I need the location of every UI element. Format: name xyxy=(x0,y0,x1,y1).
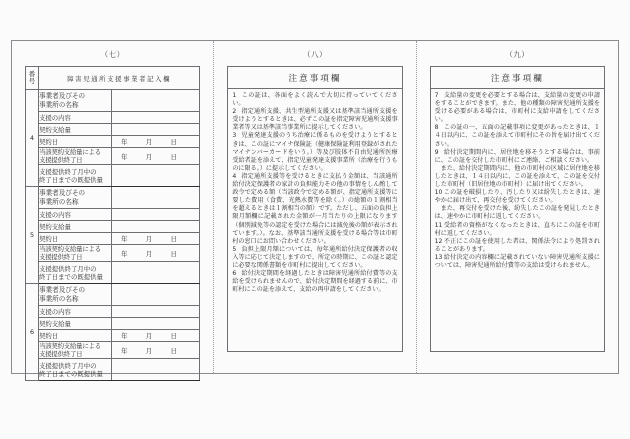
note-item xyxy=(435,254,600,270)
panel-eight xyxy=(213,41,415,373)
label-termination-line2: 支援提供終了日 xyxy=(39,253,83,261)
note-item xyxy=(435,238,600,254)
month-label: 月 xyxy=(145,152,153,161)
label-remaining xyxy=(39,165,112,187)
panel-nine-caption: （九） xyxy=(505,50,530,59)
label-contract-date xyxy=(39,136,112,148)
note-text: 不正にこの証を使用した者は、関係法令により処罰されることがあります。 xyxy=(434,237,600,253)
header-number-label: 番号 xyxy=(28,70,36,85)
label-contract-amount xyxy=(39,124,112,136)
table-row xyxy=(26,124,200,136)
label-provider-name-line2: 事業所の名称 xyxy=(39,100,79,109)
label-contract-date xyxy=(39,233,112,245)
value-provider-name[interactable] xyxy=(112,90,200,112)
date-fields xyxy=(112,234,186,243)
label-provider-name-line2: 事業所の名称 xyxy=(39,197,79,206)
label-termination-line1: 当該契約支給量による xyxy=(39,342,101,350)
note-number: 8 xyxy=(434,124,439,132)
day-label: 日 xyxy=(170,332,177,340)
table-row xyxy=(26,165,200,187)
table-row xyxy=(26,318,200,330)
value-remaining[interactable] xyxy=(112,165,200,187)
value-support-content[interactable] xyxy=(112,209,200,221)
note-number: 11 xyxy=(434,221,443,229)
note-text: この証の一、五面の記載事項に変更があったときは、１４日以内に、この証を添えて市町村にその旨を届け出てください。 xyxy=(434,124,600,148)
note-text: また、再交付を受けた後、紛失したこの証を発見したときは、速やかに市町村に返してください。 xyxy=(434,205,600,221)
label-remaining xyxy=(39,359,112,381)
table-row xyxy=(26,330,200,342)
notes-title-nine: 注意事項欄 xyxy=(431,67,604,89)
table-row xyxy=(26,233,200,245)
label-support-content xyxy=(39,112,112,124)
label-contract-amount xyxy=(39,221,112,233)
year-label: 年 xyxy=(121,235,128,243)
label-contract-amount-text: 契約支給量 xyxy=(39,222,71,231)
date-fields xyxy=(112,152,186,161)
month-label: 月 xyxy=(145,249,153,258)
note-item xyxy=(435,189,600,205)
label-provider-name-line2: 事業所の名称 xyxy=(39,294,79,303)
notes-title-eight: 注意事項欄 xyxy=(228,67,401,89)
label-termination-line2: 支援提供終了日 xyxy=(39,156,83,164)
note-item xyxy=(435,222,600,238)
note-text: 負担上限月額については、毎年通所給付決定保護者の収入等に応じて決定しますので、所定の時期に、この証と認定に必要な関係書類を市町村に提出してください。 xyxy=(232,245,398,269)
year-label: 年 xyxy=(121,138,128,146)
label-provider-name xyxy=(39,90,112,112)
label-provider-name-line1: 事業者及びその xyxy=(39,92,86,101)
notes-box-eight xyxy=(227,66,402,352)
year-label: 年 xyxy=(121,332,128,340)
label-remaining-line1: 支援提供終了月中の xyxy=(39,167,97,176)
note-text: 指定通所支援、共生型通所支援又は基準該当通所支援を受けようとするときは、必ずこの証を指定障害児通所支援事業者等又は基準該当事業所に提示してください。 xyxy=(232,108,398,132)
label-termination-line2: 支援提供終了日 xyxy=(39,350,83,358)
note-number: 2 xyxy=(232,108,237,116)
table-row xyxy=(26,112,200,124)
label-provider-name-line1: 事業者及びその xyxy=(39,189,86,198)
year-label: 年 xyxy=(121,249,128,258)
date-fields xyxy=(112,137,186,146)
label-remaining-line2: 終了日までの既提供量 xyxy=(39,175,103,184)
table-row xyxy=(26,359,200,381)
note-number: 6 xyxy=(232,270,237,278)
label-provider-name xyxy=(39,284,112,306)
note-text: 給付決定期間内に、居住地を移そうとする場合は、事前に、この証を交付した市町村にご連絡、ご相談ください。 xyxy=(434,148,600,164)
note-text: また、給付決定期間内に、他の市町村の区域に居住地を移したときは、１４日以内に、この証を添えて、この証を交付した市町村（旧居住地の市町村）に届け出てください。 xyxy=(434,164,600,189)
value-remaining[interactable] xyxy=(112,262,200,284)
label-contract-date xyxy=(39,330,112,342)
note-item xyxy=(435,205,600,221)
table-header-row xyxy=(26,67,200,90)
note-text: この証を破損したり、汚したり又は紛失したときは、速やかに届け出て、再交付を受けてください。 xyxy=(434,189,600,205)
notes-body-nine xyxy=(431,89,604,270)
table-row xyxy=(26,136,200,148)
value-termination-date[interactable] xyxy=(112,245,200,262)
document-page xyxy=(11,40,619,378)
value-contract-date[interactable] xyxy=(112,136,200,148)
group-number-5: 5 xyxy=(26,187,39,284)
panel-eight-caption: （八） xyxy=(302,50,327,59)
day-label: 日 xyxy=(170,249,177,258)
table-row xyxy=(26,342,200,359)
label-contract-date-text: 契約日 xyxy=(39,331,59,340)
header-title-cell: 障害児通所支援事業者記入欄 xyxy=(39,67,200,90)
label-provider-name xyxy=(39,187,112,209)
label-contract-amount xyxy=(39,318,112,330)
note-item xyxy=(232,246,397,270)
label-termination-line1: 当該契約支給量による xyxy=(39,148,101,156)
table-row xyxy=(26,221,200,233)
label-termination-line1: 当該契約支給量による xyxy=(39,245,101,253)
month-label: 月 xyxy=(145,346,153,355)
day-label: 日 xyxy=(170,235,177,243)
value-provider-name[interactable] xyxy=(112,187,200,209)
label-remaining-line2: 終了日までの既提供量 xyxy=(39,369,103,378)
day-label: 日 xyxy=(170,346,177,355)
year-label: 年 xyxy=(121,346,128,355)
table-row xyxy=(26,245,200,262)
note-number: 3 xyxy=(232,132,237,140)
note-text: 受給者の資格がなくなったときは、直ちにこの証を市町村に返してください。 xyxy=(434,221,600,237)
date-fields xyxy=(112,331,186,340)
label-support-content-text: 支援の内容 xyxy=(39,307,71,316)
label-contract-amount-text: 契約支給量 xyxy=(39,125,71,134)
month-label: 月 xyxy=(145,138,153,146)
table-row xyxy=(26,148,200,165)
value-contract-date[interactable] xyxy=(112,233,200,245)
value-contract-date[interactable] xyxy=(112,330,200,342)
note-text: 給付決定期間を経過したときは障害児通所給付費等の支給を受けられませんので、給付決定期間を経過する前に、市町村にこの証を添えて、支給の再申請をしてください。 xyxy=(232,270,398,294)
header-number-cell xyxy=(26,67,39,90)
note-item xyxy=(435,149,600,165)
note-text: 支給量の変更を必要とする場合は、支給量の変更の申請をすることができます。また、他の種類の障害児通所支援を受ける必要がある場合は、市町村に支給申請をしてください。 xyxy=(434,92,600,124)
note-item xyxy=(232,173,397,246)
table-row xyxy=(26,306,200,318)
label-provider-name-line1: 事業者及びその xyxy=(39,286,86,295)
label-contract-date-text: 契約日 xyxy=(39,234,59,243)
note-item xyxy=(232,92,397,108)
year-label: 年 xyxy=(121,152,128,161)
value-contract-amount[interactable] xyxy=(112,318,200,330)
label-remaining-line2: 終了日までの既提供量 xyxy=(39,272,103,281)
day-label: 日 xyxy=(170,138,177,146)
note-text: 児童発達支援のうち治療に係るものを受けようとするときは、この証にマイナ保険証（健康保険証利用登録がされたマイナンバーカードをいう。）等及び肢体不自由児通所医療受給者証を添えて、指定児童発達支援事業所（治療を行うものに限る。）に提示してください。 xyxy=(232,132,398,172)
label-support-content xyxy=(39,209,112,221)
note-number: 1 xyxy=(232,92,237,99)
label-support-content-text: 支援の内容 xyxy=(39,210,71,219)
label-remaining-line1: 支援提供終了月中の xyxy=(39,361,97,370)
provider-entry-form-wrap xyxy=(25,66,200,381)
value-support-content[interactable] xyxy=(112,306,200,318)
day-label: 日 xyxy=(170,152,177,161)
month-label: 月 xyxy=(145,332,153,340)
notes-body-eight xyxy=(228,89,401,294)
notes-box-nine xyxy=(430,66,605,352)
date-fields xyxy=(112,346,186,355)
note-item xyxy=(435,124,600,148)
note-text: 指定通所支援等を受けるときに支払う金額は、当該通所給付決定保護者の家計の負担能力その他の事情をしん酌して政令で定める額（当該政令で定める額が、指定通所支援等に要した費用（食費、光熱水費等を除く。）の総額の１割相当を超えるときは１割相当の額）です。ただし、五面の負担上限月額欄に記載された金額が一月当たりの上限になります（個別減免等の認定を受けた場合には減免後の額が表示されています。）。なお、基準該当通所支援を受ける場合等は市町村の窓口にお問い合わせください。 xyxy=(232,172,398,245)
note-number: 7 xyxy=(434,92,439,99)
label-support-content-text: 支援の内容 xyxy=(39,113,71,122)
provider-entry-table xyxy=(25,66,200,381)
value-contract-amount[interactable] xyxy=(112,124,200,136)
label-support-content xyxy=(39,306,112,318)
table-row xyxy=(26,187,200,209)
note-number: 10 xyxy=(434,189,443,197)
month-label: 月 xyxy=(145,235,153,243)
note-item xyxy=(435,92,600,124)
value-termination-date[interactable] xyxy=(112,342,200,359)
panel-nine xyxy=(416,41,618,373)
value-provider-name[interactable] xyxy=(112,284,200,306)
table-row xyxy=(26,209,200,221)
value-remaining[interactable] xyxy=(112,359,200,381)
note-item xyxy=(435,165,600,189)
note-text: 給付決定の内容欄に記載されていない障害児通所支援については、障害児通所給付費等の支給は受けられません。 xyxy=(434,253,600,269)
note-number: 9 xyxy=(434,148,439,156)
label-termination xyxy=(39,245,112,262)
date-fields xyxy=(112,249,186,258)
panel-seven-caption: （七） xyxy=(100,50,125,59)
label-termination xyxy=(39,342,112,359)
table-row xyxy=(26,284,200,306)
note-item xyxy=(232,108,397,132)
label-contract-amount-text: 契約支給量 xyxy=(39,319,71,328)
panel-seven xyxy=(12,41,213,378)
note-number: 5 xyxy=(232,245,237,253)
label-remaining-line1: 支援提供終了月中の xyxy=(39,264,97,273)
note-number: 12 xyxy=(434,237,443,245)
note-text: この証は、各面をよく読んで大切に持っていてください。 xyxy=(232,92,398,108)
note-item xyxy=(232,270,397,294)
label-remaining xyxy=(39,262,112,284)
note-number: 13 xyxy=(434,253,443,261)
note-number: 4 xyxy=(232,172,237,180)
table-row xyxy=(26,90,200,112)
value-termination-date[interactable] xyxy=(112,148,200,165)
value-support-content[interactable] xyxy=(112,112,200,124)
group-number-4: 4 xyxy=(26,90,39,187)
table-row xyxy=(26,262,200,284)
note-item xyxy=(232,132,397,172)
label-contract-date-text: 契約日 xyxy=(39,137,59,146)
group-number-6: 6 xyxy=(26,284,39,381)
value-contract-amount[interactable] xyxy=(112,221,200,233)
label-termination xyxy=(39,148,112,165)
